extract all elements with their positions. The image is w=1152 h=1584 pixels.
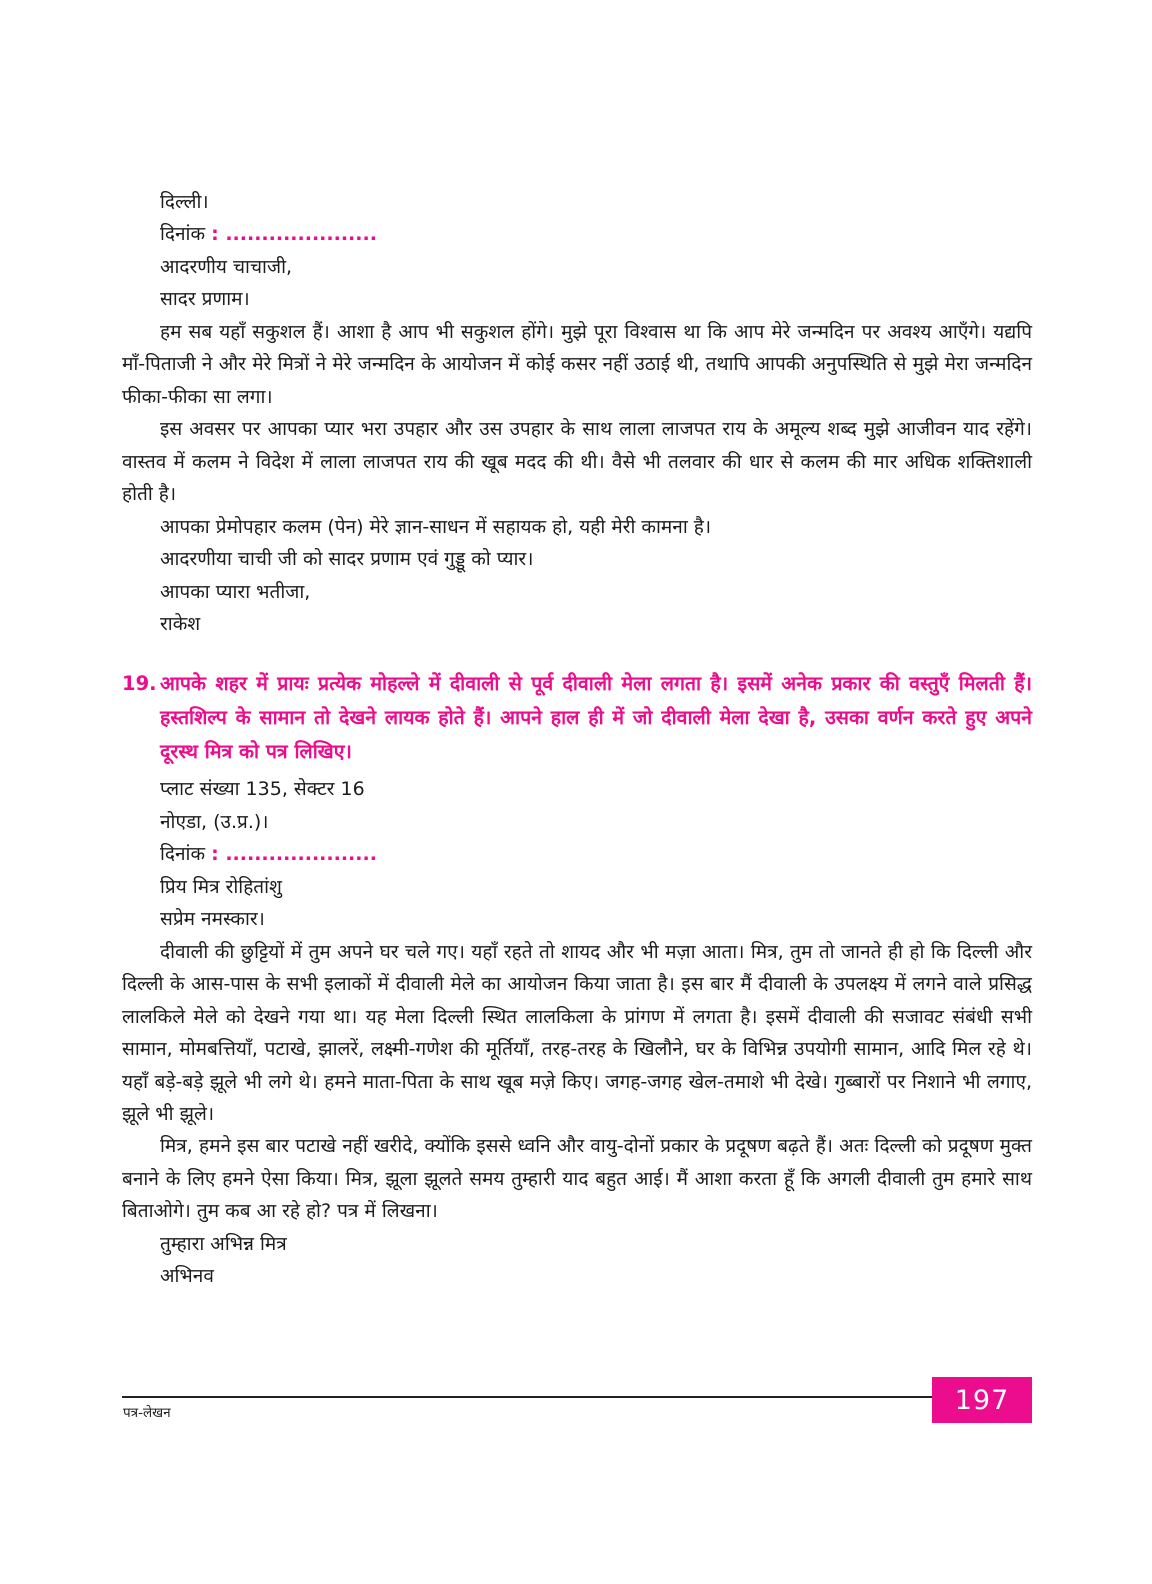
letter2-address-line-2: नोएडा, (उ.प्र.)।: [160, 810, 269, 833]
letter2-greeting: सप्रेम नमस्कार।: [160, 908, 265, 931]
footer-chapter-label: पत्र-लेखन: [123, 1405, 171, 1421]
letter2-paragraph-1: दीवाली की छुट्टियों में तुम अपने घर चले गए। यहाँ रहते तो शायद और भी मज़ा आता। मित्र, तुम तो जानते ही हो कि दिल्ली और दिल्ली के आस-पास के सभी इलाकों में दीवाली मेले का आयोजन किया जाता है। इस बार मैं दीवाली के उपलक्ष्य में लगने वाले प्रसिद्ध लालकिले मेले को देखने गया था। यह मेला दिल्ली स्थित लालकिला के प्रांगण में लगता है। इसमें दीवाली की सजावट संबंधी सभी सामान, मोमबत्तियाँ, पटाखे, झालरें, लक्ष्मी-गणेश की मूर्तियाँ, तरह-तरह के खिलौने, घर के विभिन्न उपयोगी सामान, आदि मिल रहे थे। यहाँ बड़े-बड़े झूले भी लगे थे। हमने माता-पिता के साथ खूब मज़े किए। जगह-जगह खेल-तमाशे भी देखे। गुब्बारों पर निशाने भी लगाए, झूले भी झूले।: [122, 940, 1032, 1125]
letter1-date-line: [160, 218, 1032, 250]
letter2-date-line: [160, 838, 1032, 870]
page-number-box: [932, 1377, 1032, 1423]
letter1-closing: आपका प्यारा भतीजा,: [160, 580, 311, 603]
letter2-signature: अभिनव: [160, 1265, 214, 1288]
letter2-address-line-1: प्लाट संख्या 135, सेक्टर 16: [160, 778, 365, 801]
letter1-greeting: सादर प्रणाम।: [160, 288, 250, 311]
letter1-salutation: आदरणीय चाचाजी,: [160, 255, 293, 278]
letter1-regards-line: आदरणीया चाची जी को सादर प्रणाम एवं गुड्डू को प्यार।: [160, 548, 534, 571]
letter1-place: दिल्ली।: [160, 191, 209, 213]
letter2-closing: तुम्हारा अभिन्न मित्र: [160, 1232, 287, 1255]
question-19-number: 19.: [122, 671, 157, 695]
letter2-date-label: दिनांक: [160, 843, 206, 866]
letter1-date-label: दिनांक: [160, 223, 206, 246]
page-content: [122, 186, 1032, 1293]
letter2-salutation: प्रिय मित्र रोहितांशु: [160, 875, 282, 898]
letter1-wish-line: आपका प्रेमोपहार कलम (पेन) मेरे ज्ञान-साधन में सहायक हो, यही मेरी कामना है।: [160, 515, 712, 538]
question-19: [122, 667, 1032, 769]
letter1-signature: राकेश: [160, 613, 201, 636]
letter1-paragraph-1: हम सब यहाँ सकुशल हैं। आशा है आप भी सकुशल होंगे। मुझे पूरा विश्वास था कि आप मेरे जन्मदिन पर अवश्य आएँगे। यद्यपि माँ-पिताजी ने और मेरे मित्रों ने मेरे जन्मदिन के आयोजन में कोई कसर नहीं उठाई थी, तथापि आपकी अनुपस्थिति से मुझे मेरा जन्मदिन फीका-फीका सा लगा।: [122, 320, 1032, 408]
letter2-paragraph-2: मित्र, हमने इस बार पटाखे नहीं खरीदे, क्योंकि इससे ध्वनि और वायु-दोनों प्रकार के प्रदूषण बढ़ते हैं। अतः दिल्ली को प्रदूषण मुक्त बनाने के लिए हमने ऐसा किया। मित्र, झूला झूलते समय तुम्हारी याद बहुत आई। मैं आशा करता हूँ कि अगली दीवाली तुम हमारे साथ बिताओगे। तुम कब आ रहे हो? पत्र में लिखना।: [122, 1135, 1032, 1223]
letter2-date-dots: : .....................: [211, 843, 377, 866]
letter1-paragraph-2: इस अवसर पर आपका प्यार भरा उपहार और उस उपहार के साथ लाला लाजपत राय के अमूल्य शब्द मुझे आजीवन याद रहेंगे। वास्तव में कलम ने विदेश में लाला लाजपत राय की खूब मदद की थी। वैसे भी तलवार की धार से कलम की मार अधिक शक्तिशाली होती है।: [122, 418, 1032, 506]
footer-rule: [122, 1396, 1030, 1398]
question-19-text: आपके शहर में प्रायः प्रत्येक मोहल्ले में दीवाली से पूर्व दीवाली मेला लगता है। इसमें अनेक प्रकार की वस्तुएँ मिलती हैं। हस्तशिल्प के सामान तो देखने लायक होते हैं। आपने हाल ही में जो दीवाली मेला देखा है, उसका वर्णन करते हुए अपने दूरस्थ मित्र को पत्र लिखिए।: [160, 671, 1032, 764]
letter1-date-dots: : .....................: [211, 223, 377, 246]
page-number: 197: [954, 1384, 1010, 1416]
